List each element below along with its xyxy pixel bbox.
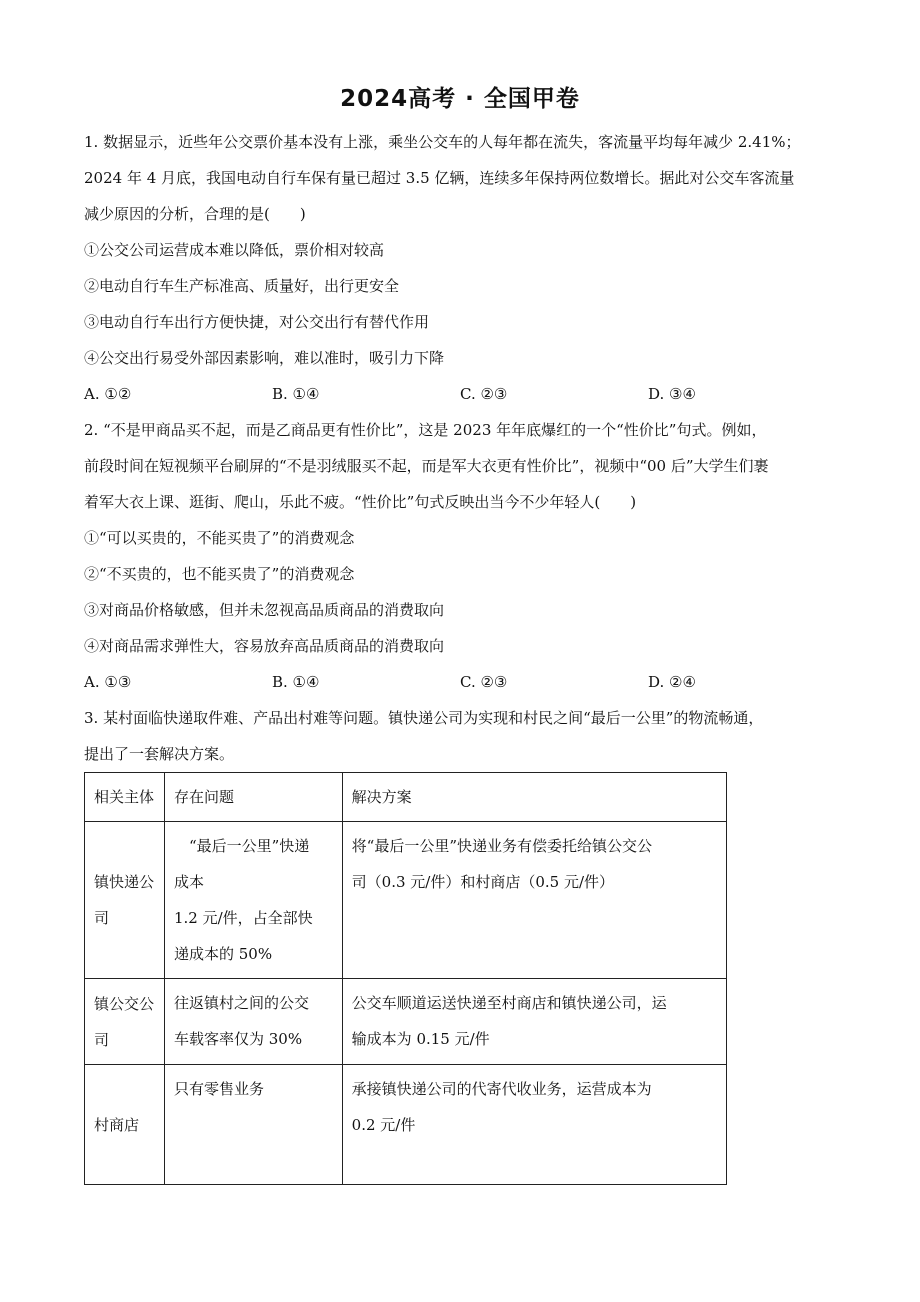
option-d: D. ③④: [648, 385, 696, 403]
cell-line: 司（0.3 元/件）和村商店（0.5 元/件）: [351, 873, 615, 891]
page-title: 2024高考 · 全国甲卷: [340, 86, 580, 112]
solution-table: [84, 772, 727, 1185]
question-stem-line: 减少原因的分析，合理的是( ): [84, 205, 306, 223]
question-stem-line: 前段时间在短视频平台刷屏的“不是羽绒服买不起，而是军大衣更有性价比”，视频中“00 后”大学生们裹: [84, 457, 769, 475]
cell-line: 递成本的 50%: [173, 945, 273, 963]
cell-line: “最后一公里”快递: [173, 837, 310, 855]
question-stem-line: 2024 年 4 月底，我国电动自行车保有量已超过 3.5 亿辆，连续多年保持两位数增长。据此对公交车客流量: [84, 169, 795, 187]
cell-line: 0.2 元/件: [351, 1116, 416, 1134]
problem-cell: [164, 979, 342, 1065]
option-c: C. ②③: [460, 385, 508, 403]
question-stem-line: 2. “不是甲商品买不起，而是乙商品更有性价比”，这是 2023 年年底爆红的一个“性价比”句式。例如，: [84, 421, 767, 439]
statement: ③对商品价格敏感，但并未忽视高品质商品的消费取向: [84, 601, 445, 619]
cell-line: 只有零售业务: [173, 1080, 264, 1098]
subject-cell: [85, 1065, 165, 1185]
cell-line: 镇公交公: [94, 994, 155, 1013]
question-1: [84, 124, 844, 412]
cell-line: 镇快递公: [94, 873, 155, 891]
option-b: B. ①④: [272, 673, 320, 691]
question-stem-line: 3. 某村面临快递取件难、产品出村难等问题。镇快递公司为实现和村民之间“最后一公里”的物流畅通，: [84, 709, 764, 727]
problem-cell: [164, 1065, 342, 1185]
option-c: C. ②③: [460, 673, 508, 691]
cell-line: 司: [94, 1030, 110, 1049]
cell-line: 村商店: [94, 1115, 140, 1134]
table-row: [85, 979, 727, 1065]
statement: ①“可以买贵的，不能买贵了”的消费观念: [84, 529, 355, 547]
option-b: B. ①④: [272, 385, 320, 403]
cell-line: 往返镇村之间的公交: [173, 994, 309, 1012]
question-stem-line: 提出了一套解决方案。: [84, 745, 235, 763]
statement: ①公交公司运营成本难以降低，票价相对较高: [84, 241, 385, 259]
cell-line: 成本: [173, 873, 204, 891]
table-header-row: [85, 773, 727, 822]
option-d: D. ②④: [648, 673, 696, 691]
question-stem-line: 1. 数据显示，近些年公交票价基本没有上涨，乘坐公交车的人每年都在流失，客流量平均每年减少 2.41%；: [84, 133, 801, 151]
option-a: A. ①③: [84, 673, 132, 691]
solution-cell: [342, 822, 726, 979]
table-header-cell: 存在问题: [164, 773, 342, 822]
answer-options: [84, 376, 844, 412]
question-stem-line: 着军大衣上课、逛街、爬山，乐此不疲。“性价比”句式反映出当今不少年轻人( ): [84, 493, 637, 511]
table-row: [85, 822, 727, 979]
statement: ②电动自行车生产标准高、质量好，出行更安全: [84, 277, 400, 295]
table-header-cell: 相关主体: [85, 773, 165, 822]
subject-cell: [85, 979, 165, 1065]
statement: ③电动自行车出行方便快捷，对公交出行有替代作用: [84, 313, 430, 331]
problem-cell: [164, 822, 342, 979]
solution-cell: [342, 1065, 726, 1185]
cell-line: 1.2 元/件，占全部快: [173, 909, 313, 927]
question-2: [84, 412, 844, 700]
statement: ④对商品需求弹性大，容易放弃高品质商品的消费取向: [84, 637, 445, 655]
table-row: [85, 1065, 727, 1185]
cell-line: 输成本为 0.15 元/件: [351, 1030, 490, 1048]
statement: ④公交出行易受外部因素影响，难以准时，吸引力下降: [84, 349, 445, 367]
option-a: A. ①②: [84, 385, 132, 403]
cell-line: 承接镇快递公司的代寄代收业务，运营成本为: [351, 1080, 652, 1098]
subject-cell: [85, 822, 165, 979]
table-header-cell: 解决方案: [342, 773, 726, 822]
cell-line: 将“最后一公里”快递业务有偿委托给镇公交公: [351, 837, 653, 855]
cell-line: 公交车顺道运送快递至村商店和镇快递公司，运: [351, 994, 667, 1012]
cell-line: 司: [94, 909, 110, 927]
questions-content: [84, 124, 844, 1185]
solution-cell: [342, 979, 726, 1065]
question-3: [84, 700, 844, 1185]
answer-options: [84, 664, 844, 700]
cell-line: 车载客率仅为 30%: [173, 1030, 303, 1048]
statement: ②“不买贵的，也不能买贵了”的消费观念: [84, 565, 355, 583]
